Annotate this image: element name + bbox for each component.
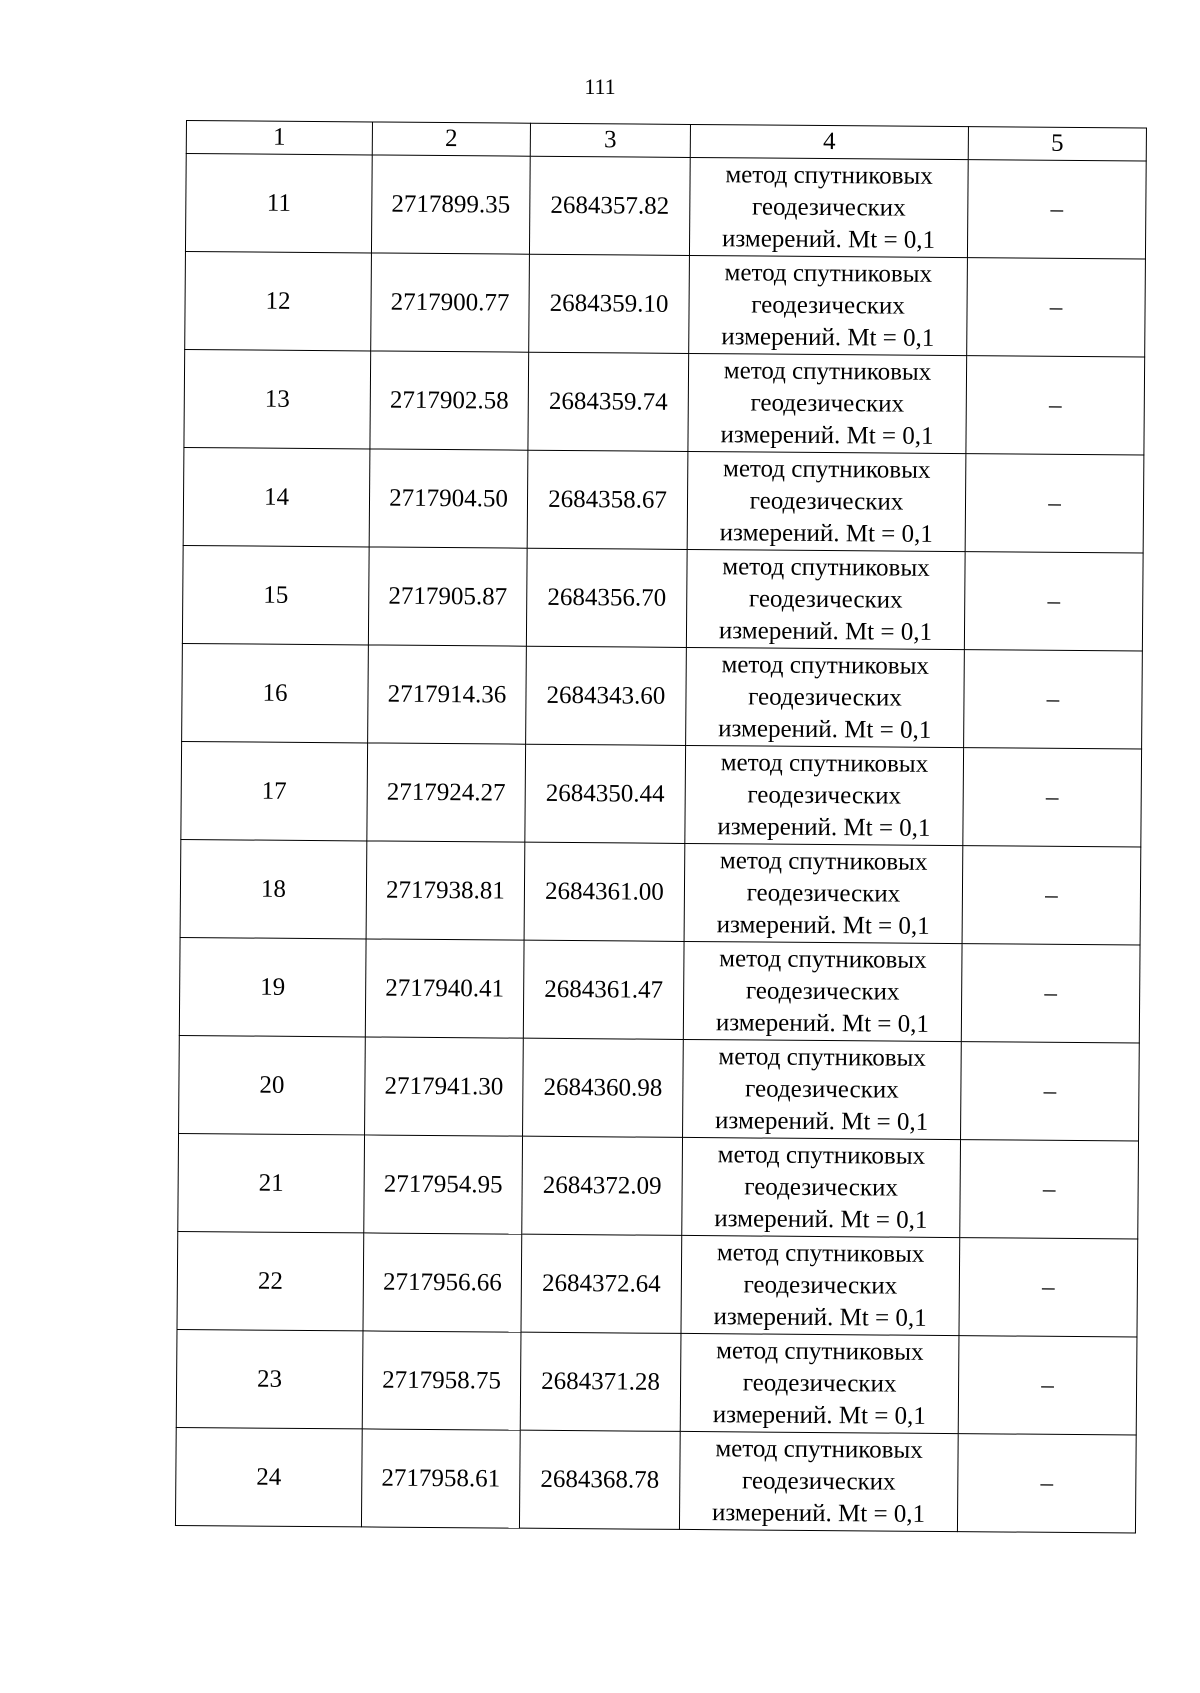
note-cell: –: [964, 650, 1143, 749]
point-number-cell: 17: [181, 741, 368, 840]
method-line-1: метод спутниковых: [720, 748, 929, 778]
note-cell: –: [959, 1238, 1138, 1337]
method-line-3: измерений. Mt = 0,1: [719, 518, 933, 548]
method-line-1: метод спутниковых: [724, 258, 933, 288]
point-number-cell: 20: [179, 1035, 366, 1134]
method-line-2: геодезических: [751, 290, 905, 320]
method-line-3: измерений. Mt = 0,1: [720, 420, 934, 450]
x-coordinate-cell: 2717924.27: [367, 743, 526, 842]
method-cell: [686, 647, 965, 747]
note-cell: –: [965, 454, 1144, 553]
point-number-cell: 22: [177, 1231, 364, 1330]
method-line-2: геодезических: [742, 1368, 897, 1398]
method-line-1: метод спутниковых: [716, 1336, 924, 1366]
table-row: [185, 251, 1146, 357]
x-coordinate-cell: 2717938.81: [366, 841, 525, 940]
y-coordinate-cell: 2684372.64: [521, 1234, 682, 1333]
table-row: [175, 1427, 1136, 1533]
x-coordinate-cell: 2717958.61: [361, 1429, 520, 1528]
method-line-2: геодезических: [745, 1074, 899, 1104]
table-row: [179, 937, 1140, 1043]
method-cell: [688, 353, 967, 453]
point-number-cell: 11: [185, 154, 372, 253]
table-row: [182, 545, 1143, 651]
note-cell: –: [957, 1434, 1136, 1533]
method-cell: [679, 1431, 958, 1531]
table-row: [181, 741, 1142, 847]
method-line-2: геодезических: [746, 878, 901, 908]
point-number-cell: 13: [184, 349, 371, 448]
y-coordinate-cell: 2684361.47: [523, 940, 684, 1039]
method-cell: [686, 549, 965, 649]
y-coordinate-cell: 2684359.10: [529, 254, 690, 353]
x-coordinate-cell: 2717954.95: [364, 1135, 523, 1234]
method-line-3: измерений. Mt = 0,1: [718, 714, 932, 744]
y-coordinate-cell: 2684360.98: [523, 1038, 684, 1137]
table-row: [179, 1035, 1140, 1141]
method-cell: [683, 1039, 962, 1139]
method-cell: [681, 1235, 960, 1335]
x-coordinate-cell: 2717902.58: [370, 351, 529, 450]
method-line-2: геодезических: [745, 976, 900, 1006]
x-coordinate-cell: 2717958.75: [362, 1331, 521, 1430]
x-coordinate-cell: 2717956.66: [363, 1233, 522, 1332]
method-cell: [689, 255, 968, 355]
method-line-2: геодезических: [751, 192, 906, 222]
point-number-cell: 23: [176, 1329, 363, 1428]
point-number-cell: 15: [182, 545, 369, 644]
method-line-3: измерений. Mt = 0,1: [721, 224, 936, 254]
method-cell: [689, 157, 968, 257]
header-cell-3: 3: [530, 123, 690, 157]
header-cell-1: 1: [186, 121, 372, 155]
method-cell: [687, 451, 966, 551]
header-cell-2: 2: [372, 122, 530, 156]
table-row: [182, 643, 1143, 749]
method-line-1: метод спутниковых: [722, 552, 930, 582]
table-row: [183, 447, 1144, 553]
point-number-cell: 14: [183, 447, 370, 546]
note-cell: –: [962, 846, 1141, 945]
table-row: [178, 1133, 1139, 1239]
point-number-cell: 24: [175, 1427, 362, 1526]
method-cell: [683, 941, 962, 1041]
y-coordinate-cell: 2684350.44: [525, 744, 686, 843]
method-line-1: метод спутниковых: [716, 1238, 925, 1268]
method-line-1: метод спутниковых: [719, 944, 927, 974]
method-line-2: геодезических: [741, 1466, 896, 1496]
method-line-1: метод спутниковых: [718, 1042, 926, 1072]
table-row: [185, 154, 1146, 260]
y-coordinate-cell: 2684357.82: [529, 156, 690, 255]
point-number-cell: 16: [182, 643, 369, 742]
method-line-3: измерений. Mt = 0,1: [713, 1302, 927, 1332]
coordinates-table: [175, 120, 1147, 1534]
method-line-2: геодезических: [748, 682, 902, 712]
method-line-3: измерений. Mt = 0,1: [717, 812, 931, 842]
x-coordinate-cell: 2717914.36: [368, 645, 527, 744]
table-row: [180, 839, 1141, 945]
method-line-3: измерений. Mt = 0,1: [721, 322, 935, 352]
x-coordinate-cell: 2717899.35: [371, 155, 530, 254]
x-coordinate-cell: 2717900.77: [371, 253, 530, 352]
table-row: [184, 349, 1145, 455]
method-line-3: измерений. Mt = 0,1: [711, 1498, 926, 1528]
method-line-3: измерений. Mt = 0,1: [718, 616, 933, 646]
point-number-cell: 21: [178, 1133, 365, 1232]
y-coordinate-cell: 2684358.67: [527, 450, 688, 549]
method-line-2: геодезических: [744, 1172, 899, 1202]
note-cell: –: [961, 1042, 1140, 1141]
note-cell: –: [964, 552, 1143, 651]
header-cell-4: 4: [690, 124, 968, 159]
method-line-1: метод спутниковых: [725, 160, 933, 190]
y-coordinate-cell: 2684343.60: [526, 646, 687, 745]
method-line-2: геодезических: [750, 388, 905, 418]
point-number-cell: 19: [179, 937, 366, 1036]
method-line-3: измерений. Mt = 0,1: [712, 1400, 926, 1430]
coordinates-table-wrapper: [175, 120, 1146, 1533]
method-line-1: метод спутниковых: [721, 650, 930, 680]
note-cell: –: [963, 748, 1142, 847]
x-coordinate-cell: 2717904.50: [369, 449, 528, 548]
x-coordinate-cell: 2717940.41: [365, 939, 524, 1038]
y-coordinate-cell: 2684368.78: [519, 1430, 680, 1529]
x-coordinate-cell: 2717941.30: [365, 1037, 524, 1136]
x-coordinate-cell: 2717905.87: [368, 547, 527, 646]
header-cell-5: 5: [968, 127, 1146, 161]
method-line-1: метод спутниковых: [722, 454, 931, 484]
note-cell: –: [967, 160, 1146, 259]
method-line-3: измерений. Mt = 0,1: [715, 1008, 930, 1038]
note-cell: –: [966, 356, 1145, 455]
method-line-2: геодезических: [748, 584, 903, 614]
table-row: [176, 1329, 1137, 1435]
point-number-cell: 18: [180, 839, 367, 938]
method-cell: [685, 745, 964, 845]
method-line-1: метод спутниковых: [719, 846, 928, 876]
point-number-cell: 12: [185, 251, 372, 350]
table-row: [177, 1231, 1138, 1337]
method-cell: [684, 843, 963, 943]
method-line-3: измерений. Mt = 0,1: [716, 910, 930, 940]
method-line-3: измерений. Mt = 0,1: [715, 1106, 929, 1136]
y-coordinate-cell: 2684372.09: [522, 1136, 683, 1235]
note-cell: –: [967, 258, 1146, 357]
method-cell: [680, 1333, 959, 1433]
method-line-1: метод спутниковых: [715, 1434, 923, 1464]
y-coordinate-cell: 2684361.00: [524, 842, 685, 941]
page-number: 111: [584, 74, 616, 99]
method-line-2: геодезических: [749, 486, 904, 516]
note-cell: –: [958, 1336, 1137, 1435]
y-coordinate-cell: 2684356.70: [526, 548, 687, 647]
method-line-1: метод спутниковых: [717, 1140, 926, 1170]
note-cell: –: [961, 944, 1140, 1043]
y-coordinate-cell: 2684359.74: [528, 352, 689, 451]
method-line-1: метод спутниковых: [723, 356, 932, 386]
note-cell: –: [960, 1140, 1139, 1239]
method-cell: [682, 1137, 961, 1237]
method-line-2: геодезических: [743, 1270, 898, 1300]
y-coordinate-cell: 2684371.28: [520, 1332, 681, 1431]
method-line-2: геодезических: [747, 780, 902, 810]
method-line-3: измерений. Mt = 0,1: [714, 1204, 928, 1234]
